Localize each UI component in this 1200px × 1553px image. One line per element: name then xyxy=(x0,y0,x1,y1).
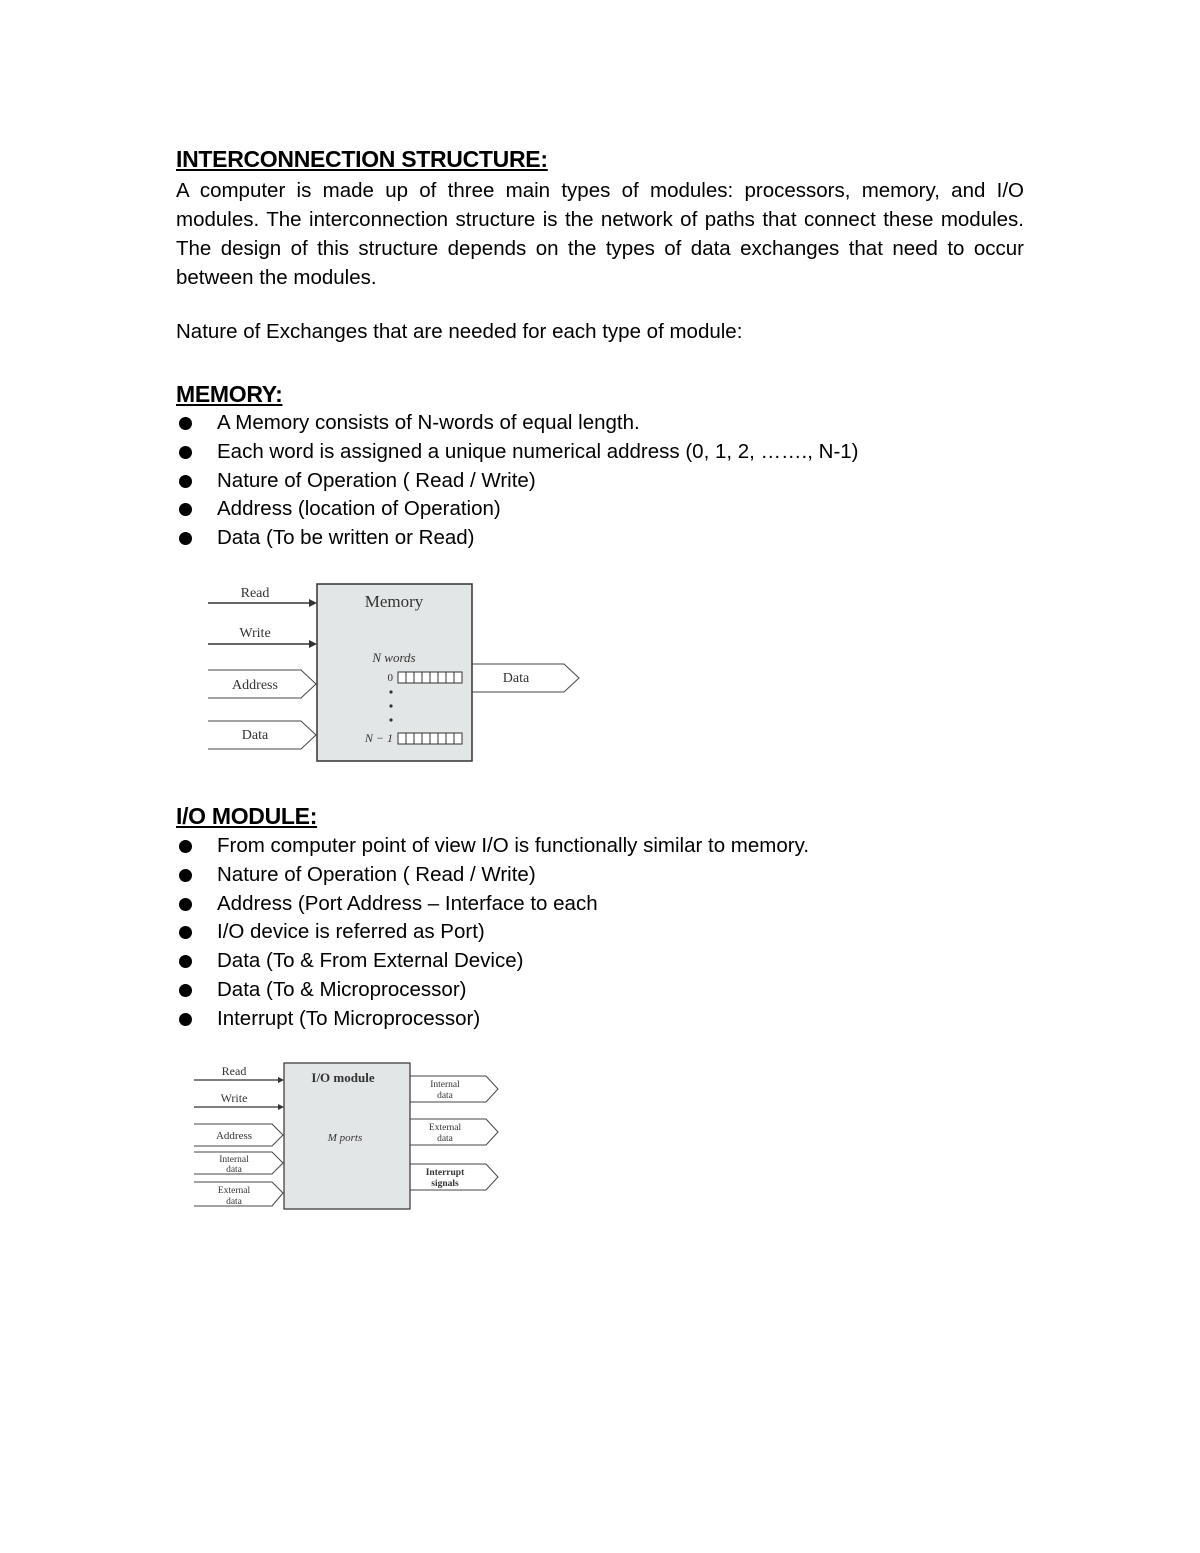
list-item: Data (To & From External Device) xyxy=(176,947,809,976)
list-item: Data (To be written or Read) xyxy=(176,524,859,553)
io-read-label: Read xyxy=(221,1064,247,1078)
write-input-label: Write xyxy=(239,626,271,641)
io-module-diagram xyxy=(192,1060,504,1212)
io-external-out-label: External xyxy=(428,1123,462,1133)
list-item: Data (To & Microprocessor) xyxy=(176,976,809,1005)
io-bullet-list xyxy=(176,832,809,1034)
bullet-icon xyxy=(179,840,192,853)
list-item: Address (location of Operation) xyxy=(176,495,859,524)
nature-of-exchanges-line: Nature of Exchanges that are needed for each type of module: xyxy=(176,320,743,343)
address-input-label: Address xyxy=(232,678,278,693)
memory-heading: MEMORY: xyxy=(176,381,283,407)
list-item: Interrupt (To Microprocessor) xyxy=(176,1005,809,1034)
bullet-icon xyxy=(179,532,192,545)
io-address-label: Address xyxy=(215,1130,253,1142)
io-internal-in-label: Internal xyxy=(219,1155,249,1165)
io-internal-out-label-2: data xyxy=(437,1091,453,1101)
interconnection-heading: INTERCONNECTION STRUCTURE: xyxy=(176,146,548,172)
list-item: Address (Port Address – Interface to each xyxy=(176,890,809,919)
memory-bullet-list xyxy=(176,409,859,553)
last-word-cells xyxy=(398,733,462,744)
intro-paragraph: A computer is made up of three main types of modules: processors, memory, and I/O modules. The interconnection structure is the network of paths that connect these modules. The design of this structure depends on the types of data exchanges that need to occur between the modules. xyxy=(176,179,1024,289)
bullet-icon xyxy=(179,1013,192,1026)
io-external-out-label-2: data xyxy=(437,1134,453,1144)
bullet-icon xyxy=(179,898,192,911)
write-arrow xyxy=(208,640,317,648)
bullet-icon xyxy=(179,984,192,997)
io-internal-in-label-2: data xyxy=(226,1165,242,1175)
data-input-label: Data xyxy=(241,728,269,743)
list-item: I/O device is referred as Port) xyxy=(176,918,809,947)
last-word-index: N − 1 xyxy=(364,731,393,745)
bullet-icon xyxy=(179,475,192,488)
bullet-icon xyxy=(179,417,192,430)
io-external-in-label-2: data xyxy=(226,1197,242,1207)
n-words-label: N words xyxy=(372,650,416,665)
m-ports-label: M ports xyxy=(327,1132,363,1144)
read-input-label: Read xyxy=(240,586,270,601)
bullet-icon xyxy=(179,926,192,939)
list-item: Nature of Operation ( Read / Write) xyxy=(176,861,809,890)
io-external-in-label: External xyxy=(217,1186,251,1196)
bullet-icon xyxy=(179,503,192,516)
data-output-label: Data xyxy=(502,671,530,686)
io-write-label: Write xyxy=(220,1091,248,1105)
list-item: From computer point of view I/O is functionally similar to memory. xyxy=(176,832,809,861)
memory-module-diagram xyxy=(205,580,585,766)
list-item: Nature of Operation ( Read / Write) xyxy=(176,467,859,496)
io-internal-out-label: Internal xyxy=(430,1080,460,1090)
bullet-icon xyxy=(179,869,192,882)
bullet-icon xyxy=(179,955,192,968)
io-interrupt-label-2: signals xyxy=(431,1179,459,1189)
list-item: Each word is assigned a unique numerical address (0, 1, 2, ……., N-1) xyxy=(176,438,859,467)
bullet-icon xyxy=(179,446,192,459)
first-word-cells xyxy=(398,672,462,683)
list-item: A Memory consists of N-words of equal length. xyxy=(176,409,859,438)
first-word-index: 0 xyxy=(387,672,393,684)
io-module-title: I/O module xyxy=(311,1070,375,1085)
io-module-heading: I/O MODULE: xyxy=(176,803,318,829)
memory-title: Memory xyxy=(364,592,424,611)
io-interrupt-label: Interrupt xyxy=(425,1168,465,1178)
